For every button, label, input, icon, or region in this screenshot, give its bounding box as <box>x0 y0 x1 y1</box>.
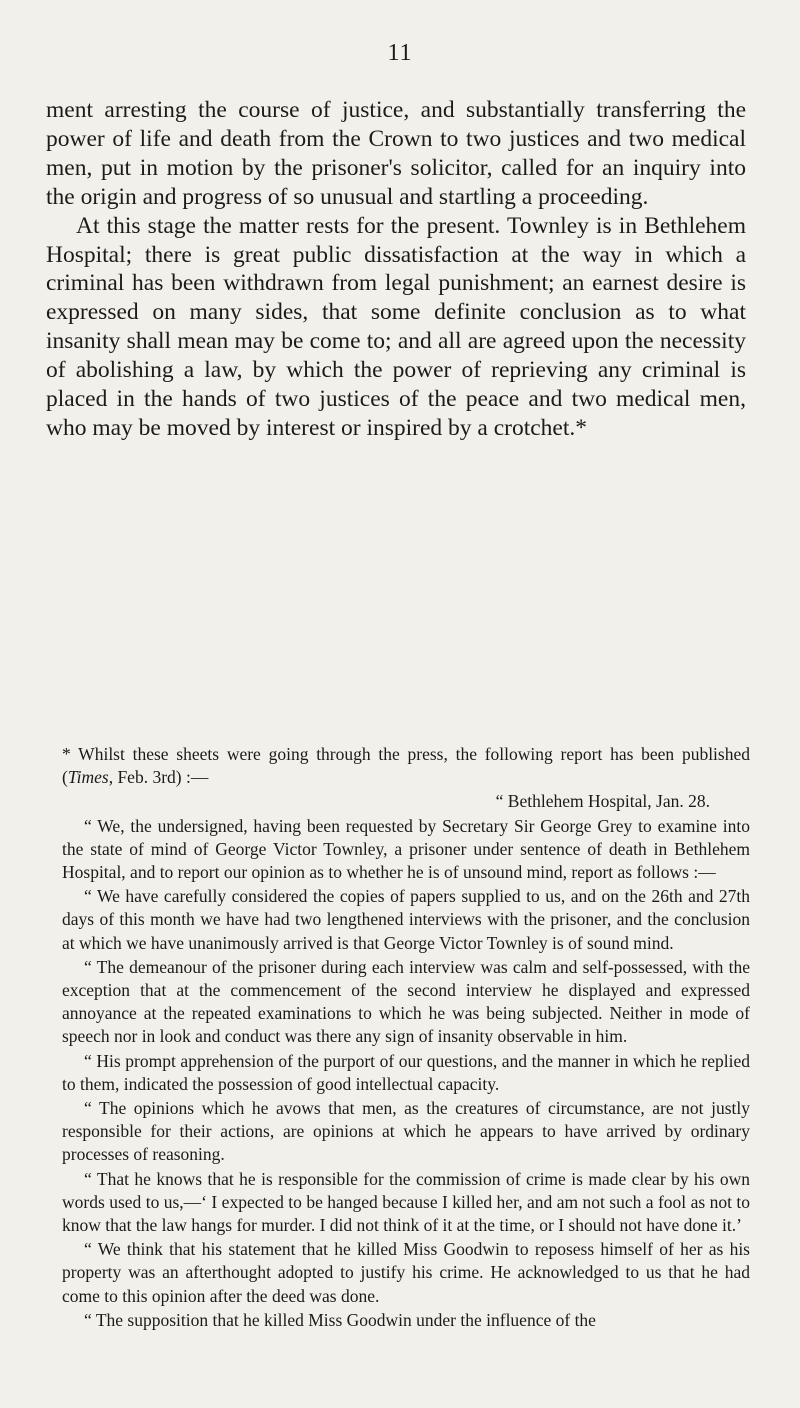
footnote-intro-source: Times <box>67 767 109 788</box>
main-paragraph-2: At this stage the matter rests for the present. Townley is in Bethlehem Hospital; there is great public dissatisfaction at the way in which a criminal has been withdrawn from legal punishment; an earnest desire is expressed on many sides, that some definite conclusion as to what insanity shall mean may be come to; and all are agreed upon the necessity of abolishing a law, by which the power of reprieving any criminal is placed in the hands of two justices of the peace and two medical men, who may be moved by interest or inspired by a crotchet.* <box>46 212 746 441</box>
footnote-intro-b: , Feb. 3rd) :— <box>108 767 209 788</box>
footnote-paragraph-3: “ The demeanour of the prisoner during each interview was calm and self-possessed, with the exception that at the commencement of the second interview he displayed and expressed annoyance at the repeated examinations to which he was being subjected. Neither in mode of speech nor in look and conduct was there any sign of insanity observable in him. <box>62 956 750 1047</box>
footnote-paragraph-6: “ That he knows that he is responsible for the commission of crime is made clear by his own words used to us,—‘ I expected to be hanged because I killed her, and am not such a fool as not to know that the law hangs for murder. I did not think of it at the time, or I should not have done it.’ <box>62 1168 750 1236</box>
footnote-dateline: “ Bethlehem Hospital, Jan. 28. <box>495 791 710 812</box>
footnote-paragraph-4: “ His prompt apprehension of the purport of our questions, and the manner in which he replied to them, indicated the possession of good intellectual capacity. <box>62 1050 750 1094</box>
main-text <box>46 96 746 443</box>
footnote-paragraph-2: “ We have carefully considered the copies of papers supplied to us, and on the 26th and 27th days of this month we have had two lengthened interviews with the prisoner, and the conclusion at which we have unanimously arrived is that George Victor Townley is of sound mind. <box>62 886 750 953</box>
footnote-paragraph-1: “ We, the undersigned, having been requested by Secretary Sir George Grey to examine into the state of mind of George Victor Townley, a prisoner under sentence of death in Bethlehem Hospital, and to report our opinion as to whether he is of unsound mind, report as follows :— <box>62 815 750 883</box>
footnote-paragraph-5: “ The opinions which he avows that men, as the creatures of circumstance, are not justly responsible for their actions, are opinions at which he appears to have arrived by ordinary processes of reasoning. <box>62 1098 750 1165</box>
footnote-paragraph-8: “ The supposition that he killed Miss Goodwin under the influence of the <box>84 1309 596 1330</box>
footnote-intro-a: * Whilst these sheets were going through the press, the following report has been published ( <box>62 744 750 788</box>
footnote <box>62 743 750 1333</box>
footnote-intro <box>62 743 750 789</box>
page-number: 11 <box>387 40 413 66</box>
footnote-paragraph-7: “ We think that his statement that he killed Miss Goodwin to reposess himself of her as his property was an afterthought adopted to justify his crime. He acknowledged to us that he had come to this opinion after the deed was done. <box>62 1239 750 1306</box>
main-paragraph-1: ment arresting the course of justice, and substantially transferring the power of life and death from the Crown to two justices and two medical men, put in motion by the prisoner's solicitor, called for an inquiry into the origin and progress of so unusual and startling a proceeding. <box>46 97 746 210</box>
